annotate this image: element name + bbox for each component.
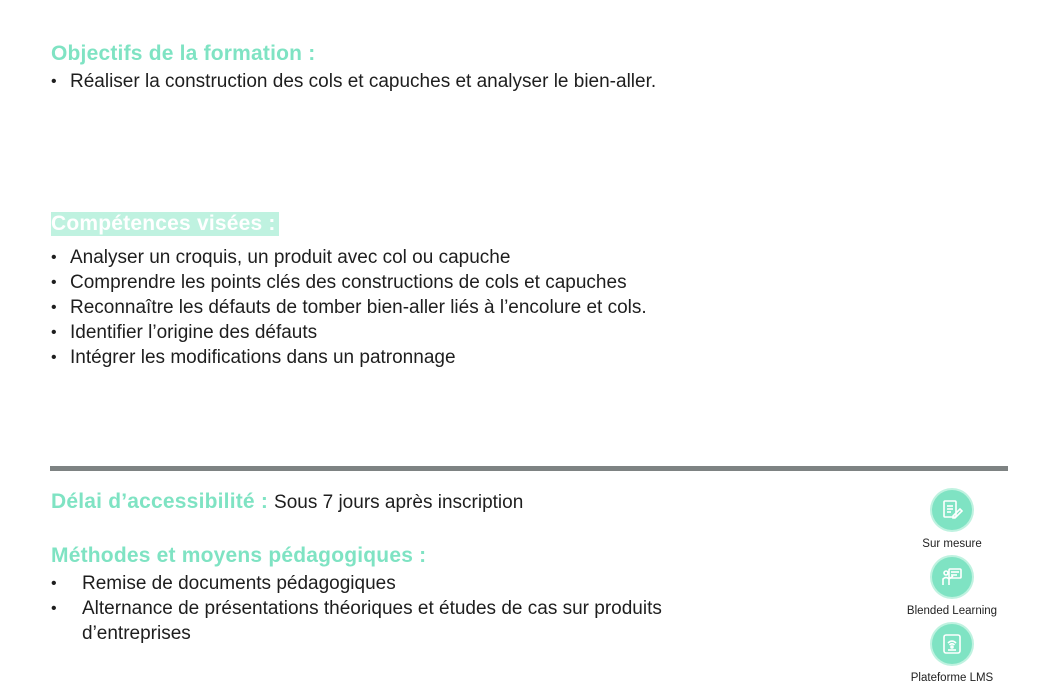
badge-label: Blended Learning (906, 605, 998, 617)
badge-sur-mesure (892, 490, 1012, 550)
delai-value: Sous 7 jours après inscription (274, 492, 524, 513)
list-item-continuation (51, 621, 662, 646)
methodes-list (51, 571, 662, 646)
methodes-heading: Méthodes et moyens pédagogiques : (51, 544, 427, 567)
list-item: • Analyser un croquis, un produit avec col ou capuche (51, 245, 647, 270)
competences-heading: Compétences visées : (51, 212, 279, 236)
list-item: • Comprendre les points clés des constructions de cols et capuches (51, 270, 647, 295)
competences-list (51, 245, 647, 370)
objectifs-heading: Objectifs de la formation : (51, 42, 316, 65)
badge-blended-learning (892, 557, 1012, 617)
badge-label: Plateforme LMS (910, 672, 994, 684)
list-item: • Identifier l’origine des défauts (51, 320, 647, 345)
list-item: • Intégrer les modifications dans un patronnage (51, 345, 647, 370)
list-item: • Remise de documents pédagogiques (51, 571, 662, 596)
blended-learning-icon (932, 557, 972, 597)
list-item: • Reconnaître les défauts de tomber bien-aller liés à l’encolure et cols. (51, 295, 647, 320)
delai-line (51, 490, 523, 514)
edit-document-icon (932, 490, 972, 530)
objectifs-list (51, 69, 656, 94)
list-item (51, 596, 662, 621)
list-item-line: d’entreprises (82, 623, 191, 644)
list-item: • Réaliser la construction des cols et capuches et analyser le bien-aller. (51, 69, 656, 94)
section-divider (50, 466, 1008, 471)
delai-heading: Délai d’accessibilité : (51, 490, 269, 513)
badge-label: Sur mesure (922, 538, 982, 550)
list-item-line: Alternance de présentations théoriques et études de cas sur produits (82, 598, 662, 619)
badge-plateforme-lms (892, 624, 1012, 684)
lms-platform-icon (932, 624, 972, 664)
